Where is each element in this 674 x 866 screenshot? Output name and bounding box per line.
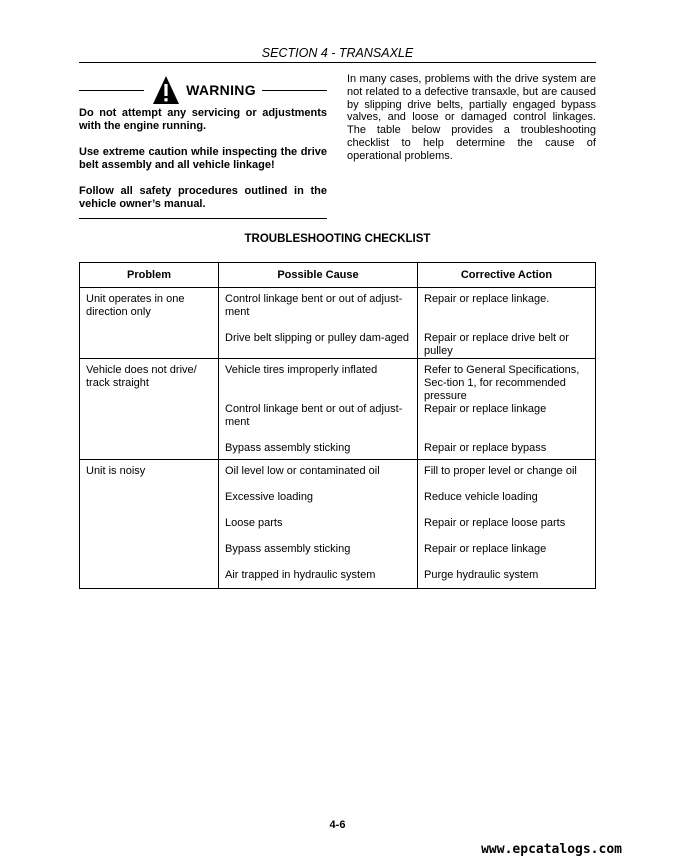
- column-header-problem: Problem: [80, 263, 219, 288]
- cause-item: Bypass assembly sticking: [225, 442, 351, 454]
- cause-item: Control linkage bent or out of adjust-ment: [225, 293, 403, 318]
- cause-item: Loose parts: [225, 517, 283, 529]
- problem-cell: Vehicle does not drive/ track straight: [80, 359, 219, 460]
- cause-cell: [219, 288, 418, 359]
- table-row: [80, 359, 596, 460]
- warning-rule-bottom: [79, 218, 327, 219]
- table-header-row: [80, 263, 596, 288]
- cause-item: Oil level low or contaminated oil: [225, 465, 380, 477]
- warning-triangle-icon: [152, 75, 180, 105]
- warning-paragraph-1: Do not attempt any servicing or adjustments with the engine running.: [79, 107, 327, 132]
- cause-item: Air trapped in hydraulic system: [225, 569, 376, 581]
- action-cell: [418, 460, 596, 589]
- warning-label: WARNING: [186, 82, 256, 98]
- table-row: [80, 288, 596, 359]
- action-item: Repair or replace linkage: [424, 543, 547, 555]
- problem-cell: Unit is noisy: [80, 460, 219, 589]
- warning-paragraph-2: Use extreme caution while inspecting the drive belt assembly and all vehicle linkage!: [79, 146, 327, 171]
- action-item: Repair or replace linkage: [424, 403, 547, 415]
- table-row: [80, 460, 596, 589]
- cause-item: Drive belt slipping or pulley dam-aged: [225, 332, 410, 344]
- watermark: www.epcatalogs.com: [481, 842, 622, 857]
- action-item: Repair or replace linkage.: [424, 293, 550, 305]
- cause-cell: [219, 359, 418, 460]
- column-header-cause: Possible Cause: [219, 263, 418, 288]
- troubleshooting-table: [79, 262, 596, 589]
- warning-rule-right: [262, 90, 327, 91]
- action-cell: [418, 288, 596, 359]
- column-header-action: Corrective Action: [418, 263, 596, 288]
- problem-cell: Unit operates in one direction only: [80, 288, 219, 359]
- warning-rule-left: [79, 90, 144, 91]
- checklist-title: TROUBLESHOOTING CHECKLIST: [244, 233, 431, 245]
- cause-item: Excessive loading: [225, 491, 314, 503]
- action-cell: [418, 359, 596, 460]
- action-item: Purge hydraulic system: [424, 569, 539, 581]
- action-item: Repair or replace bypass: [424, 442, 547, 454]
- warning-box: [79, 73, 327, 219]
- action-item: Refer to General Specifications, Sec-tion 1, for recommended pressure: [424, 364, 580, 402]
- section-title: SECTION 4 - TRANSAXLE: [79, 46, 596, 63]
- action-item: Fill to proper level or change oil: [424, 465, 577, 477]
- cause-cell: [219, 460, 418, 589]
- cause-item: Vehicle tires improperly inflated: [225, 364, 378, 376]
- cause-item: Control linkage bent or out of adjust-ment: [225, 403, 403, 428]
- intro-paragraph: In many cases, problems with the drive system are not related to a defective transaxle, but are caused by slipping drive belts, partially engaged bypass valves, and loose or damaged control linkages. The table below provides a troubleshooting checklist to help determine the cause of operational problems.: [347, 73, 596, 162]
- action-item: Repair or replace loose parts: [424, 517, 566, 529]
- action-item: Reduce vehicle loading: [424, 491, 538, 503]
- action-item: Repair or replace drive belt or pulley: [424, 332, 569, 357]
- cause-item: Bypass assembly sticking: [225, 543, 351, 555]
- warning-header: [79, 73, 327, 107]
- warning-paragraph-3: Follow all safety procedures outlined in the vehicle owner’s manual.: [79, 185, 327, 210]
- page-number: 4-6: [329, 819, 346, 831]
